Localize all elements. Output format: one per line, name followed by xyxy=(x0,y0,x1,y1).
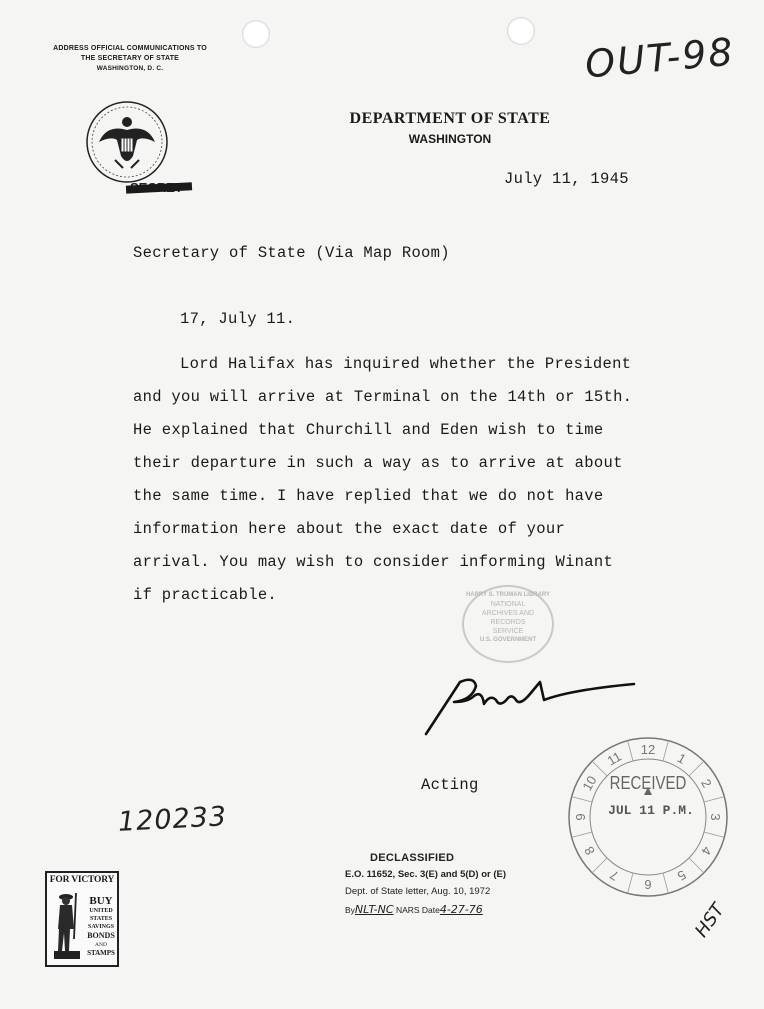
archive-stamp-line: SERVICE xyxy=(492,628,524,635)
declassification-block xyxy=(345,852,565,916)
nars-date: 4-27-76 xyxy=(439,903,483,916)
signature xyxy=(420,672,640,742)
war-bonds-poster xyxy=(45,871,119,967)
state-department-seal-icon xyxy=(85,100,169,184)
letter-addressee: Secretary of State (Via Map Room) xyxy=(133,244,450,262)
body-line: the same time. I have replied that we do not have xyxy=(133,487,604,505)
body-line: He explained that Churchill and Eden wish to time xyxy=(133,421,604,439)
declassified-letter-line: Dept. of State letter, Aug. 10, 1972 xyxy=(345,886,491,897)
clock-divider xyxy=(592,858,607,873)
archive-stamp-line: RECORDS xyxy=(490,619,526,626)
clock-numeral: 10 xyxy=(579,773,600,794)
clock-numeral: 8 xyxy=(581,843,598,858)
body-line: if practicable. xyxy=(133,586,278,604)
clock-numeral: 6 xyxy=(644,877,652,892)
poster-line: BONDS xyxy=(87,931,115,940)
punch-hole-left xyxy=(242,20,270,48)
letter-date: July 11, 1945 xyxy=(504,170,629,188)
archive-stamp-line: U.S. GOVERNMENT xyxy=(479,637,537,643)
clock-divider xyxy=(572,832,592,837)
clock-numeral: 4 xyxy=(698,843,715,858)
poster-line: AND xyxy=(95,942,107,948)
punch-hole-right xyxy=(507,17,535,45)
poster-for-victory: FOR VICTORY xyxy=(49,875,115,885)
body-line: arrival. You may wish to consider informing Winant xyxy=(133,553,614,571)
clock-numeral: 1 xyxy=(674,750,689,767)
clock-numeral: 3 xyxy=(708,813,723,821)
clock-divider xyxy=(704,832,724,837)
body-line: and you will arrive at Terminal on the 14th or 15th. xyxy=(133,388,633,406)
body-line: their departure in such a way as to arrive at about xyxy=(133,454,623,472)
clock-divider xyxy=(628,741,633,761)
poster-line: STATES xyxy=(89,916,113,922)
declassified-eo-line: E.O. 11652, Sec. 3(E) and 5(D) or (E) xyxy=(345,869,507,880)
clock-numeral: 7 xyxy=(607,867,622,884)
body-line: Lord Halifax has inquired whether the President xyxy=(180,355,632,373)
declassified-title: DECLASSIFIED xyxy=(370,852,455,864)
clock-divider xyxy=(572,797,592,802)
clock-divider xyxy=(628,873,633,893)
department-heading xyxy=(340,110,560,146)
signature-scrawl xyxy=(420,672,640,742)
archive-stamp-line: ARCHIVES AND xyxy=(481,610,535,617)
signature-title: Acting xyxy=(421,776,479,794)
by-initials: NLT-NC xyxy=(354,903,394,916)
nars-label: NARS Date xyxy=(395,905,440,915)
handwritten-number: 120233 xyxy=(117,801,228,838)
address-line-3: WASHINGTON, D. C. xyxy=(96,65,164,72)
poster-text xyxy=(83,895,119,957)
clock-divider xyxy=(663,741,668,761)
clock-divider xyxy=(592,761,607,776)
letter-reference: 17, July 11. xyxy=(180,310,296,328)
poster-line: SAVINGS xyxy=(88,924,114,930)
classification-mark-struck xyxy=(130,180,183,195)
department-name: DEPARTMENT OF STATE xyxy=(349,110,551,127)
letterhead-address xyxy=(40,44,220,74)
poster-buy: BUY xyxy=(89,895,113,907)
clock-numeral: 9 xyxy=(573,813,588,821)
clock-divider xyxy=(689,761,704,776)
handwritten-initials: HST xyxy=(691,899,729,942)
file-number-handwritten: OUT-98 xyxy=(583,29,737,87)
archive-stamp-line: NATIONAL xyxy=(490,601,526,608)
clock-numeral: 2 xyxy=(698,776,715,791)
poster-line: UNITED xyxy=(89,908,113,914)
clock-divider xyxy=(689,858,704,873)
clock-numeral: 5 xyxy=(674,867,689,884)
received-label: RECEIVED xyxy=(609,773,687,794)
minuteman-icon xyxy=(50,889,82,963)
clock-divider xyxy=(704,797,724,802)
received-date: JUL 11 P.M. xyxy=(608,803,694,818)
letter-body xyxy=(133,355,653,619)
archive-stamp-line: HARRY S. TRUMAN LIBRARY xyxy=(465,592,551,598)
clock-numeral: 11 xyxy=(604,748,624,769)
received-stamp xyxy=(566,735,730,899)
department-city: WASHINGTON xyxy=(408,132,492,146)
by-prefix: By xyxy=(345,905,355,915)
declassified-by-line xyxy=(345,903,565,916)
clock-numeral: 12 xyxy=(640,742,656,757)
archive-stamp xyxy=(462,585,554,663)
body-line: information here about the exact date of your xyxy=(133,520,566,538)
address-line-1: ADDRESS OFFICIAL COMMUNICATIONS TO xyxy=(53,45,207,52)
signature-name xyxy=(420,672,422,673)
clock-divider xyxy=(663,873,668,893)
address-line-2: THE SECRETARY OF STATE xyxy=(80,55,180,62)
poster-line: STAMPS xyxy=(87,949,115,957)
